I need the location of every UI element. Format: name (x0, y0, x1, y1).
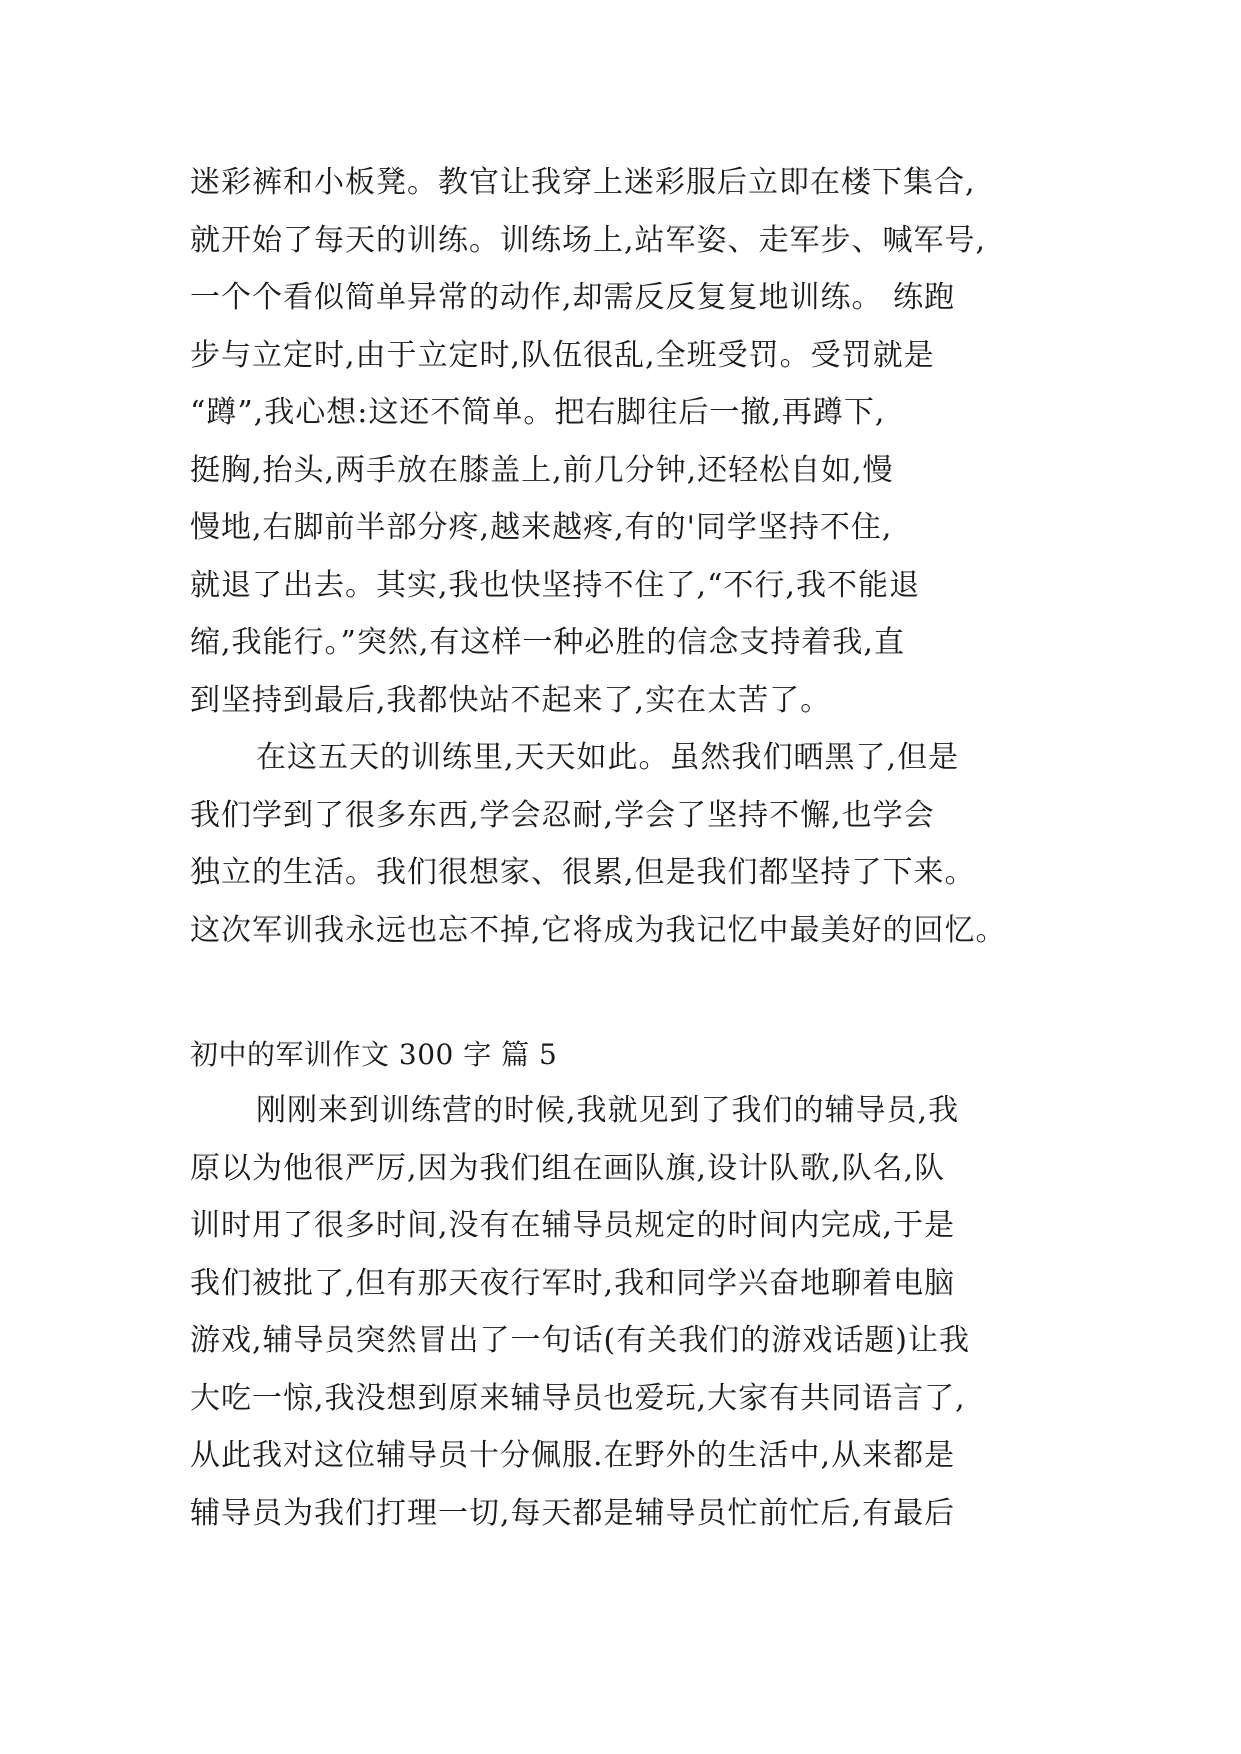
text-line: 到坚持到最后,我都快站不起来了,实在太苦了。 (190, 682, 832, 718)
text-line: 挺胸,抬头,两手放在膝盖上,前几分钟,还轻松自如,慢 (190, 452, 894, 488)
text-line: 就退了出去。其实,我也快坚持不住了,“不行,我不能退 (190, 567, 920, 603)
text-line: 就开始了每天的训练。训练场上,站军姿、走军步、喊军号, (190, 222, 987, 258)
paragraph-counselor (190, 1082, 1060, 1542)
text-line: 独立的生活。我们很想家、很累,但是我们都坚持了下来。 (190, 855, 976, 890)
text-line: 迷彩裤和小板凳。教官让我穿上迷彩服后立即在楼下集合, (190, 165, 976, 200)
text-line: 原以为他很严厉,因为我们组在画队旗,设计队歌,队名,队 (190, 1150, 946, 1186)
text-line: 在这五天的训练里,天天如此。虽然我们晒黑了,但是 (256, 740, 960, 775)
text-line: 从此我对这位辅导员十分佩服.在野外的生活中,从来都是 (190, 1438, 956, 1473)
text-line: 我们学到了很多东西,学会忍耐,学会了坚持不懈,也学会 (190, 797, 935, 833)
text-line: 大吃一惊,我没想到原来辅导员也爱玩,大家有共同语言了, (190, 1380, 966, 1416)
text-line: 缩,我能行。”突然,有这样一种必胜的信念支持着我,直 (190, 625, 905, 660)
essay-section-one (190, 154, 1060, 959)
text-line: 这次军训我永远也忘不掉,它将成为我记忆中最美好的回忆。 (190, 912, 1007, 948)
essay-section-two (190, 1082, 1060, 1542)
text-line: 我们被批了,但有那天夜行军时,我和同学兴奋地聊着电脑 (190, 1265, 956, 1301)
text-line: 一个个看似简单异常的动作,却需反反复复地训练。 练跑 (190, 280, 956, 315)
text-line: 训时用了很多时间,没有在辅导员规定的时间内完成,于是 (190, 1208, 956, 1243)
text-line: 刚刚来到训练营的时候,我就见到了我们的辅导员,我 (256, 1093, 960, 1128)
section-heading: 初中的军训作文 300 字 篇 5 (190, 1038, 558, 1071)
text-line: 慢地,右脚前半部分疼,越来越疼,有的'同学坚持不住, (190, 510, 893, 545)
text-line: 游戏,辅导员突然冒出了一句话(有关我们的游戏话题)让我 (190, 1323, 970, 1358)
text-line: “蹲”,我心想:这还不简单。把右脚往后一撤,再蹲下, (190, 395, 886, 430)
paragraph-training (190, 154, 1060, 729)
text-line: 步与立定时,由于立定时,队伍很乱,全班受罚。受罚就是 (190, 337, 935, 373)
text-line: 辅导员为我们打理一切,每天都是辅导员忙前忙后,有最后 (190, 1495, 956, 1531)
paragraph-five-days (190, 729, 1060, 959)
